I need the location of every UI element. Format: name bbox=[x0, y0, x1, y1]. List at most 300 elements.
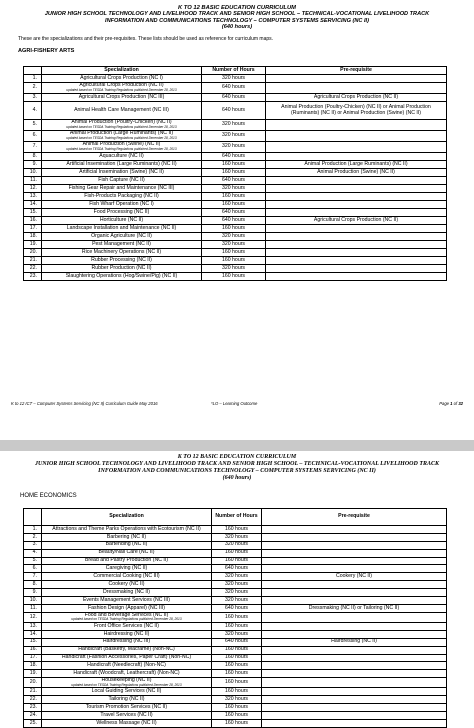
specialization-cell bbox=[42, 654, 212, 662]
table-row bbox=[24, 185, 447, 193]
row-number: 20. bbox=[24, 249, 42, 257]
table-row bbox=[24, 169, 447, 177]
table-row bbox=[24, 573, 447, 581]
prerequisite-cell bbox=[266, 153, 447, 161]
specialization-name: Barbering (NC II) bbox=[106, 533, 147, 540]
row-number: 2. bbox=[24, 83, 42, 94]
table-row bbox=[24, 678, 447, 688]
prerequisite-cell bbox=[262, 541, 447, 549]
prerequisite-cell bbox=[262, 597, 447, 605]
specialization-cell bbox=[42, 581, 212, 589]
specialization-cell bbox=[42, 557, 212, 565]
table-row bbox=[24, 75, 447, 83]
table-row bbox=[24, 153, 447, 161]
hours-cell: 160 hours bbox=[212, 712, 262, 720]
specialization-name: Wellness Massage (NC II) bbox=[96, 719, 157, 726]
column-header: Specialization bbox=[42, 509, 212, 526]
row-number: 3. bbox=[24, 94, 42, 102]
table-row bbox=[24, 249, 447, 257]
row-number: 11. bbox=[24, 604, 42, 612]
row-number: 21. bbox=[24, 257, 42, 265]
prerequisite-cell: Cookery (NC II) bbox=[262, 573, 447, 581]
hours-cell: 640 hours bbox=[202, 217, 266, 225]
specialization-cell bbox=[42, 142, 202, 153]
row-number: 9. bbox=[24, 589, 42, 597]
table-row bbox=[24, 662, 447, 670]
prerequisite-cell: Animal Production (Poultry-Chicken) (NC II) or Animal Production (Ruminants) (NC II) or Animal Production (Swine) (NC II) bbox=[266, 102, 447, 120]
specialization-cell bbox=[42, 622, 212, 630]
specialization-name: Handicraft (Woodcraft, Leathercraft) (Non-NC) bbox=[73, 669, 180, 676]
specialization-cell bbox=[42, 241, 202, 249]
table-row bbox=[24, 83, 447, 94]
prerequisite-cell bbox=[266, 233, 447, 241]
specialization-name: Animal Production (Poultry-Chicken) (NC II) bbox=[71, 119, 172, 126]
specialization-name: Food and Beverage Services (NC II) bbox=[84, 611, 169, 618]
specialization-cell bbox=[42, 225, 202, 233]
hours-cell: 320 hours bbox=[202, 233, 266, 241]
prerequisite-cell: Hairdressing (NC II) bbox=[262, 638, 447, 646]
row-number: 15. bbox=[24, 638, 42, 646]
prerequisite-cell bbox=[266, 83, 447, 94]
table-header-row bbox=[24, 509, 447, 526]
specialization-cell bbox=[42, 589, 212, 597]
prerequisite-cell: Animal Production (Large Ruminants) (NC II) bbox=[266, 161, 447, 169]
hours-cell: 160 hours bbox=[212, 646, 262, 654]
prerequisite-cell bbox=[266, 241, 447, 249]
header-line-3: INFORMATION AND COMMUNICATIONS TECHNOLOGY – COMPUTER SYSTEMS SERVICING (NC II) bbox=[98, 468, 376, 474]
table-row bbox=[24, 696, 447, 704]
hours-cell: 160 hours bbox=[212, 678, 262, 688]
prerequisite-cell bbox=[262, 688, 447, 696]
row-number: 22. bbox=[24, 696, 42, 704]
prerequisite-cell bbox=[262, 696, 447, 704]
hours-cell: 320 hours bbox=[212, 696, 262, 704]
table-row bbox=[24, 612, 447, 622]
hours-cell: 320 hours bbox=[212, 597, 262, 605]
row-number: 23. bbox=[24, 273, 42, 281]
specialization-name: Rubber Processing (NC II) bbox=[91, 256, 152, 263]
prerequisite-cell bbox=[262, 662, 447, 670]
prerequisite-cell bbox=[262, 622, 447, 630]
specialization-cell bbox=[42, 201, 202, 209]
specialization-cell bbox=[42, 533, 212, 541]
specialization-cell bbox=[42, 704, 212, 712]
specialization-name: Artificial Insemination (Large Ruminants) (NC II) bbox=[66, 160, 177, 167]
prerequisite-cell: Agricultural Crops Production (NC II) bbox=[266, 94, 447, 102]
specialization-name: Travel Services (NC II) bbox=[100, 711, 153, 718]
hours-cell: 640 hours bbox=[202, 153, 266, 161]
update-note: updated based on TESDA Training Regulations published December 28, 2013 bbox=[66, 147, 177, 151]
hours-cell: 160 hours bbox=[202, 201, 266, 209]
row-number: 4. bbox=[24, 549, 42, 557]
specialization-cell bbox=[42, 696, 212, 704]
specialization-cell bbox=[42, 526, 212, 534]
hours-cell: 320 hours bbox=[202, 75, 266, 83]
table-row bbox=[24, 597, 447, 605]
hours-cell: 160 hours bbox=[212, 612, 262, 622]
prerequisite-cell bbox=[266, 265, 447, 273]
table-header-row bbox=[24, 67, 447, 75]
specialization-name: Fish Wharf Operation (NC I) bbox=[89, 200, 154, 207]
prerequisite-cell bbox=[262, 612, 447, 622]
specialization-name: Events Management Services (NC III) bbox=[82, 596, 171, 603]
row-number: 20. bbox=[24, 678, 42, 688]
specialization-name: Housekeeping (NC II) bbox=[101, 677, 152, 684]
footer-lo-note: *LO – Learning Outcome bbox=[211, 401, 258, 406]
table-row bbox=[24, 142, 447, 153]
hours-cell: 320 hours bbox=[202, 241, 266, 249]
specialization-cell bbox=[42, 233, 202, 241]
hours-cell: 320 hours bbox=[212, 581, 262, 589]
specialization-cell bbox=[42, 541, 212, 549]
specialization-name: Landscape Installation and Maintenance (NC II) bbox=[66, 224, 177, 231]
table-row bbox=[24, 225, 447, 233]
specialization-cell bbox=[42, 217, 202, 225]
specialization-cell bbox=[42, 265, 202, 273]
hours-cell: 320 hours bbox=[212, 630, 262, 638]
hours-cell: 320 hours bbox=[202, 120, 266, 131]
prerequisite-cell bbox=[266, 177, 447, 185]
table-row bbox=[24, 241, 447, 249]
table-row bbox=[24, 233, 447, 241]
specialization-name: Fashion Design (Apparel) (NC III) bbox=[88, 604, 165, 611]
specialization-name: Agricultural Crops Production (NC II) bbox=[79, 82, 164, 89]
row-number: 19. bbox=[24, 670, 42, 678]
specialization-cell bbox=[42, 712, 212, 720]
hours-cell: 320 hours bbox=[212, 533, 262, 541]
row-number: 1. bbox=[24, 75, 42, 83]
update-note: updated based on TESDA Training Regulations published December 28, 2013 bbox=[66, 88, 177, 92]
specialization-name: Pest Management (NC II) bbox=[92, 240, 151, 247]
hours-cell: 320 hours bbox=[202, 131, 266, 142]
prerequisite-cell bbox=[262, 589, 447, 597]
specialization-cell bbox=[42, 549, 212, 557]
prerequisite-cell bbox=[266, 209, 447, 217]
hours-cell: 160 hours bbox=[202, 193, 266, 201]
prerequisite-cell bbox=[266, 225, 447, 233]
prerequisite-cell bbox=[262, 565, 447, 573]
specialization-cell bbox=[42, 273, 202, 281]
row-number: 3. bbox=[24, 541, 42, 549]
table-row bbox=[24, 177, 447, 185]
specialization-name: Animal Health Care Management (NC III) bbox=[74, 106, 169, 113]
specialization-name: Rice Machinery Operations (NC II) bbox=[81, 248, 162, 255]
header-line-4: (640 hours) bbox=[221, 24, 253, 31]
table-row bbox=[24, 670, 447, 678]
specialization-cell bbox=[42, 249, 202, 257]
table-row bbox=[24, 646, 447, 654]
specialization-name: Local Guiding Services (NC II) bbox=[91, 688, 162, 695]
hours-cell: 640 hours bbox=[202, 94, 266, 102]
row-number: 18. bbox=[24, 662, 42, 670]
specialization-cell bbox=[42, 177, 202, 185]
hours-cell: 320 hours bbox=[212, 541, 262, 549]
specialization-name: Hairdressing (NC III) bbox=[102, 638, 151, 645]
hours-cell: 160 hours bbox=[212, 704, 262, 712]
specialization-name: Animal Production (Swine) (NC II) bbox=[82, 141, 161, 148]
prerequisite-cell bbox=[266, 131, 447, 142]
specialization-name: Caregiving (NC II) bbox=[105, 565, 148, 572]
table-row bbox=[24, 273, 447, 281]
table-row bbox=[24, 533, 447, 541]
hours-cell: 160 hours bbox=[212, 670, 262, 678]
specialization-cell bbox=[42, 131, 202, 142]
specialization-name: Agricultural Crops Production (NC I) bbox=[80, 74, 163, 81]
specialization-name: Bartending (NC II) bbox=[105, 541, 148, 548]
table-row bbox=[24, 131, 447, 142]
specialization-name: Handicraft (Fashion Accessories, Paper Craft) (Non-NC) bbox=[61, 654, 192, 661]
specialization-cell bbox=[42, 185, 202, 193]
table-row bbox=[24, 589, 447, 597]
specialization-cell bbox=[42, 102, 202, 120]
column-header: Number of Hours bbox=[202, 67, 266, 75]
row-number: 9. bbox=[24, 161, 42, 169]
row-number: 13. bbox=[24, 622, 42, 630]
hours-cell: 320 hours bbox=[202, 185, 266, 193]
column-header: Number of Hours bbox=[212, 509, 262, 526]
specialization-name: Rubber Production (NC II) bbox=[91, 264, 152, 271]
specialization-name: Fish Capture (NC II) bbox=[98, 176, 145, 183]
hours-cell: 640 hours bbox=[212, 604, 262, 612]
hours-cell: 160 hours bbox=[212, 557, 262, 565]
table-row bbox=[24, 102, 447, 120]
hours-cell: 320 hours bbox=[202, 265, 266, 273]
specialization-name: Horticulture (NC II) bbox=[99, 216, 144, 223]
prerequisite-cell bbox=[266, 185, 447, 193]
prerequisite-cell bbox=[262, 654, 447, 662]
specialization-name: Handicraft (Needlecraft) (Non-NC) bbox=[87, 662, 166, 669]
row-number: 5. bbox=[24, 120, 42, 131]
row-number: 17. bbox=[24, 654, 42, 662]
section-title-home-economics: HOME ECONOMICS bbox=[20, 493, 77, 499]
specialization-cell bbox=[42, 688, 212, 696]
specialization-cell bbox=[42, 153, 202, 161]
specialization-name: Aquaculture (NC II) bbox=[99, 152, 144, 159]
hours-cell: 640 hours bbox=[202, 209, 266, 217]
table-row bbox=[24, 654, 447, 662]
specialization-cell bbox=[42, 193, 202, 201]
specialization-name: Food Processing (NC II) bbox=[93, 208, 150, 215]
specialization-cell bbox=[42, 646, 212, 654]
header-line-1: K TO 12 BASIC EDUCATION CURRICULUM bbox=[177, 454, 297, 460]
table-row bbox=[24, 549, 447, 557]
specialization-name: Beauty/Nail Care (NC II) bbox=[98, 549, 155, 556]
curriculum-header bbox=[0, 451, 474, 482]
table-row bbox=[24, 209, 447, 217]
row-number: 24. bbox=[24, 712, 42, 720]
specialization-table-home-economics bbox=[23, 508, 447, 728]
hours-cell: 160 hours bbox=[212, 549, 262, 557]
header-line-1: K TO 12 BASIC EDUCATION CURRICULUM bbox=[178, 5, 296, 11]
row-number: 11. bbox=[24, 177, 42, 185]
section-title-agri-fishery: AGRI-FISHERY ARTS bbox=[18, 47, 75, 54]
prerequisite-cell bbox=[262, 581, 447, 589]
prerequisite-cell bbox=[266, 257, 447, 265]
table-row bbox=[24, 565, 447, 573]
specialization-cell bbox=[42, 662, 212, 670]
row-number: 16. bbox=[24, 217, 42, 225]
specialization-name: Handicraft (Basketry, Macrame) (Non-NC) bbox=[78, 646, 175, 653]
specialization-cell bbox=[42, 573, 212, 581]
row-number: 6. bbox=[24, 131, 42, 142]
prerequisite-cell bbox=[262, 646, 447, 654]
table-row bbox=[24, 201, 447, 209]
column-header: Pre-requisite bbox=[266, 67, 447, 75]
specialization-cell bbox=[42, 75, 202, 83]
row-number: 25. bbox=[24, 719, 42, 727]
table-row bbox=[24, 217, 447, 225]
prerequisite-cell bbox=[262, 549, 447, 557]
specialization-cell bbox=[42, 612, 212, 622]
table-row bbox=[24, 704, 447, 712]
column-header: Pre-requisite bbox=[262, 509, 447, 526]
specialization-cell bbox=[42, 209, 202, 217]
update-note: updated based on TESDA Training Regulations published December 28, 2013 bbox=[71, 617, 182, 622]
prerequisite-cell bbox=[266, 75, 447, 83]
specialization-cell bbox=[42, 161, 202, 169]
hours-cell: 640 hours bbox=[202, 177, 266, 185]
specialization-name: Agricultural Crops Production (NC III) bbox=[78, 93, 165, 100]
row-number: 15. bbox=[24, 209, 42, 217]
prerequisite-cell bbox=[266, 120, 447, 131]
hours-cell: 640 hours bbox=[212, 638, 262, 646]
prerequisite-cell: Agricultural Crops Production (NC II) bbox=[266, 217, 447, 225]
row-number: 16. bbox=[24, 646, 42, 654]
prerequisite-cell bbox=[262, 704, 447, 712]
table-row bbox=[24, 557, 447, 565]
table-row bbox=[24, 257, 447, 265]
specialization-cell bbox=[42, 257, 202, 265]
row-number: 12. bbox=[24, 185, 42, 193]
table-row bbox=[24, 193, 447, 201]
row-number: 14. bbox=[24, 630, 42, 638]
hours-cell: 160 hours bbox=[212, 622, 262, 630]
table-row bbox=[24, 622, 447, 630]
specialization-cell bbox=[42, 630, 212, 638]
prerequisite-cell bbox=[262, 557, 447, 565]
specialization-name: Tailoring (NC II) bbox=[108, 695, 145, 702]
footer-page-number: Page 1 of 32 bbox=[439, 401, 463, 406]
row-number: 23. bbox=[24, 704, 42, 712]
table-row bbox=[24, 161, 447, 169]
hours-cell: 320 hours bbox=[212, 573, 262, 581]
footer-guide-title: K to 12 ICT – Computer Systems Servicing (NC II) Curriculum Guide May 2016 bbox=[11, 401, 158, 406]
prerequisite-cell bbox=[262, 719, 447, 727]
hours-cell: 160 hours bbox=[212, 654, 262, 662]
specialization-cell bbox=[42, 94, 202, 102]
hours-cell: 160 hours bbox=[202, 225, 266, 233]
row-number: 7. bbox=[24, 142, 42, 153]
row-number: 4. bbox=[24, 102, 42, 120]
prerequisite-cell bbox=[262, 670, 447, 678]
row-number: 13. bbox=[24, 193, 42, 201]
document-page-2 bbox=[0, 451, 474, 726]
specialization-name: Organic Agriculture (NC II) bbox=[91, 232, 152, 239]
table-row bbox=[24, 630, 447, 638]
specialization-cell bbox=[42, 638, 212, 646]
specialization-name: Fish-Products Packaging (NC II) bbox=[84, 192, 159, 199]
hours-cell: 320 hours bbox=[202, 142, 266, 153]
row-number: 21. bbox=[24, 688, 42, 696]
hours-cell: 640 hours bbox=[202, 102, 266, 120]
specialization-name: Front Office Services (NC II) bbox=[93, 622, 160, 629]
update-note: updated based on TESDA Training Regulations published December 28, 2013 bbox=[71, 682, 182, 687]
row-number: 10. bbox=[24, 169, 42, 177]
specialization-cell bbox=[42, 597, 212, 605]
hours-cell: 640 hours bbox=[202, 83, 266, 94]
table-row bbox=[24, 94, 447, 102]
header-line-4: (640 hours) bbox=[222, 475, 252, 481]
table-row bbox=[24, 120, 447, 131]
hours-cell: 160 hours bbox=[212, 526, 262, 534]
update-note: updated based on TESDA Training Regulations published December 28, 2013 bbox=[66, 125, 177, 129]
row-number: 2. bbox=[24, 533, 42, 541]
specialization-name: Animal Production (Large Ruminants) (NC II) bbox=[69, 130, 174, 137]
specialization-cell bbox=[42, 719, 212, 727]
update-note: updated based on TESDA Training Regulations published December 28, 2013 bbox=[66, 136, 177, 140]
prerequisite-cell bbox=[262, 630, 447, 638]
hours-cell: 160 hours bbox=[212, 662, 262, 670]
table-row bbox=[24, 719, 447, 727]
row-number: 19. bbox=[24, 241, 42, 249]
prerequisite-cell bbox=[262, 526, 447, 534]
specialization-name: Attractions and Theme Parks Operations with Ecotourism (NC II) bbox=[52, 525, 201, 532]
row-number: 10. bbox=[24, 597, 42, 605]
column-header: Specialization bbox=[42, 67, 202, 75]
row-number: 7. bbox=[24, 573, 42, 581]
row-number: 6. bbox=[24, 565, 42, 573]
table-row bbox=[24, 638, 447, 646]
specialization-name: Fishing Gear Repair and Maintenance (NC III) bbox=[68, 184, 175, 191]
row-number: 8. bbox=[24, 153, 42, 161]
hours-cell: 160 hours bbox=[212, 719, 262, 727]
prerequisite-cell bbox=[262, 533, 447, 541]
specialization-cell bbox=[42, 83, 202, 94]
row-number: 5. bbox=[24, 557, 42, 565]
row-number: 1. bbox=[24, 526, 42, 534]
prerequisite-cell bbox=[262, 678, 447, 688]
hours-cell: 160 hours bbox=[202, 249, 266, 257]
prerequisite-cell bbox=[266, 273, 447, 281]
hours-cell: 160 hours bbox=[202, 169, 266, 177]
specialization-name: Slaughtering Operations (Hog/Swine/Pig) (NC II) bbox=[65, 272, 178, 279]
specialization-name: Artificial Insemination (Swine) (NC II) bbox=[79, 168, 164, 175]
row-number: 8. bbox=[24, 581, 42, 589]
specialization-name: Commercial Cooking (NC III) bbox=[93, 572, 160, 579]
prerequisite-cell: Animal Production (Swine) (NC II) bbox=[266, 169, 447, 177]
prerequisite-cell bbox=[266, 193, 447, 201]
header-line-2: JUNIOR HIGH SCHOOL TECHNOLOGY AND LIVELIHOOD TRACK AND SENIOR HIGH SCHOOL – TECHNICAL-VOCATIONAL LIVELIHOOD TRACK bbox=[44, 11, 430, 18]
specialization-table-agri-fishery bbox=[23, 66, 447, 281]
specialization-cell bbox=[42, 565, 212, 573]
specialization-name: Cookery (NC II) bbox=[108, 580, 145, 587]
row-number: 18. bbox=[24, 233, 42, 241]
curriculum-header bbox=[0, 0, 474, 31]
specialization-cell bbox=[42, 120, 202, 131]
specialization-cell bbox=[42, 169, 202, 177]
row-number: 12. bbox=[24, 612, 42, 622]
specialization-name: Tourism Promotion Services (NC II) bbox=[85, 703, 168, 710]
table-row bbox=[24, 688, 447, 696]
hours-cell: 160 hours bbox=[202, 273, 266, 281]
prerequisite-cell bbox=[266, 249, 447, 257]
table-row bbox=[24, 712, 447, 720]
row-number: 17. bbox=[24, 225, 42, 233]
row-number: 14. bbox=[24, 201, 42, 209]
table-row bbox=[24, 526, 447, 534]
prerequisite-cell: Dressmaking (NC II) or Tailoring (NC II) bbox=[262, 604, 447, 612]
hours-cell: 640 hours bbox=[212, 565, 262, 573]
